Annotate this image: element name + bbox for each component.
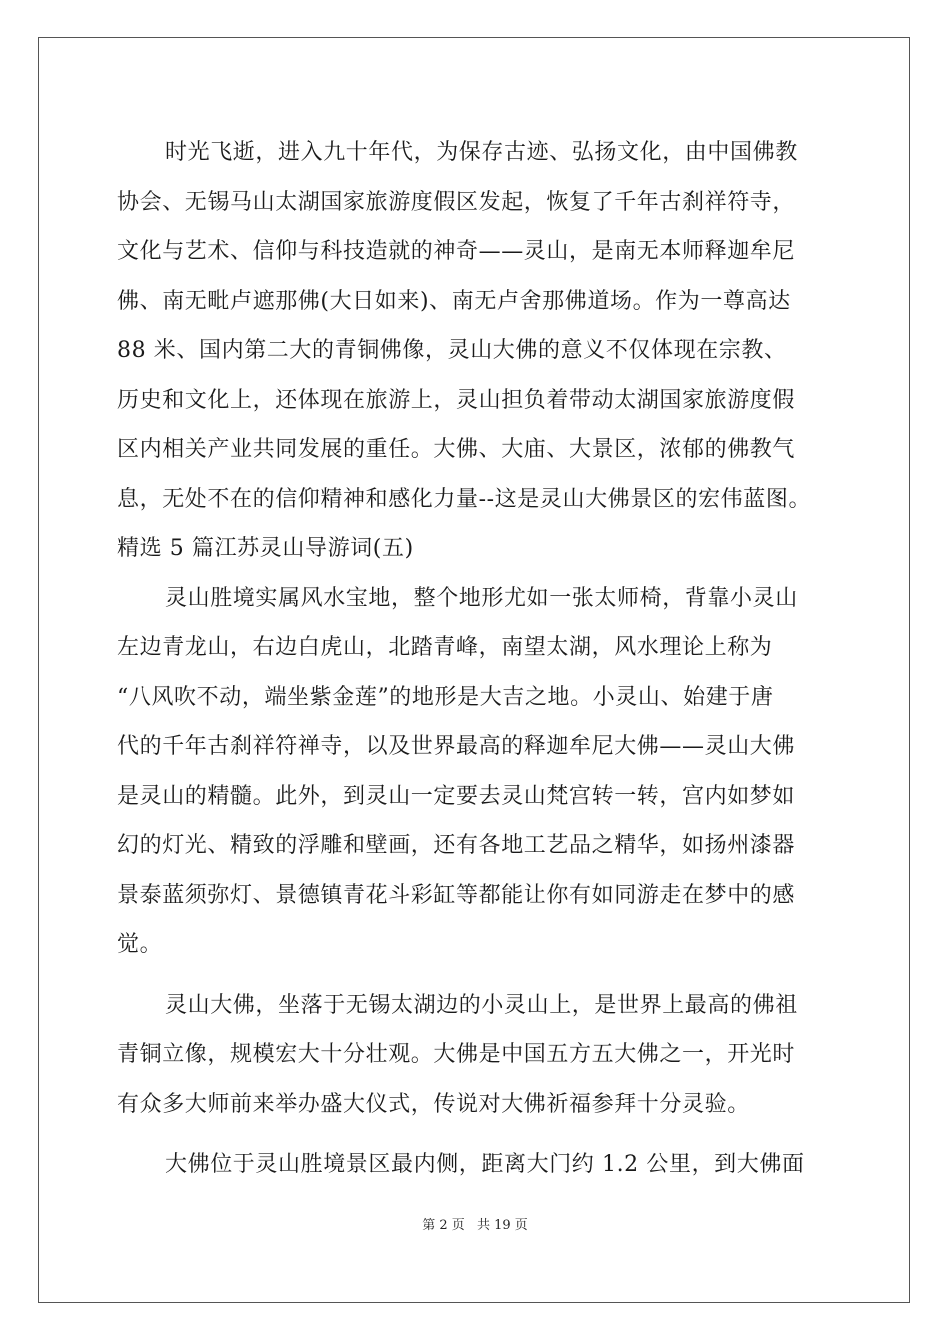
text-line: “八风吹不动，端坐紫金莲”的地形是大吉之地。小灵山、始建于唐 xyxy=(117,684,774,710)
text-line: 区内相关产业共同发展的重任。大佛、大庙、大景区，浓郁的佛教气 xyxy=(117,437,796,462)
text-line: 灵山大佛，坐落于无锡太湖边的小灵山上，是世界上最高的佛祖 xyxy=(165,992,798,1018)
text-line: 文化与艺术、信仰与科技造就的神奇——灵山，是南无本师释迦牟尼 xyxy=(117,239,796,264)
document-body xyxy=(117,128,857,1190)
text-line: 青铜立像，规模宏大十分壮观。大佛是中国五方五大佛之一，开光时 xyxy=(117,1042,796,1067)
text-line: 是灵山的精髓。此外，到灵山一定要去灵山梵宫转一转，宫内如梦如 xyxy=(117,783,796,809)
text-line: 景泰蓝须弥灯、景德镇青花斗彩缸等都能让你有如同游走在梦中的感 xyxy=(117,882,796,908)
text-line: 左边青龙山，右边白虎山，北踏青峰，南望太湖，风水理论上称为 xyxy=(117,635,773,660)
text-line: 大佛位于灵山胜境景区最内侧，距离大门约 1.2 公里，到大佛面 xyxy=(165,1152,805,1177)
page-number: 第 2 页 xyxy=(422,1218,465,1233)
text-line: 息，无处不在的信仰精神和感化力量--这是灵山大佛景区的宏伟蓝图。 xyxy=(117,486,812,512)
text-line: 有众多大师前来举办盛大仪式，传说对大佛祈福参拜十分灵验。 xyxy=(117,1091,750,1117)
page-footer xyxy=(0,1218,950,1234)
paragraph-gap xyxy=(117,1129,857,1140)
text-line: 历史和文化上，还体现在旅游上，灵山担负着带动太湖国家旅游度假 xyxy=(117,387,796,413)
paragraph-gap xyxy=(117,970,857,981)
text-line: 觉。 xyxy=(117,932,163,957)
text-line: 灵山胜境实属风水宝地，整个地形尤如一张太师椅，背靠小灵山 xyxy=(165,585,798,611)
page-total: 共 19 页 xyxy=(476,1218,528,1233)
section-heading: 精选 5 篇江苏灵山导游词(五) xyxy=(117,536,414,561)
text-line: 幻的灯光、精致的浮雕和壁画，还有各地工艺品之精华，如扬州漆器 xyxy=(117,833,796,858)
text-line: 协会、无锡马山太湖国家旅游度假区发起，恢复了千年古刹祥符寺， xyxy=(117,189,796,215)
text-line: 佛、南无毗卢遮那佛(大日如来)、南无卢舍那佛道场。作为一尊高达 xyxy=(117,288,791,314)
text-line: 时光飞逝，进入九十年代，为保存古迹、弘扬文化，由中国佛教 xyxy=(165,140,798,165)
text-line: 88 米、国内第二大的青铜佛像，灵山大佛的意义不仅体现在宗教、 xyxy=(117,338,787,363)
text-line: 代的千年古刹祥符禅寺，以及世界最高的释迦牟尼大佛——灵山大佛 xyxy=(117,734,796,759)
